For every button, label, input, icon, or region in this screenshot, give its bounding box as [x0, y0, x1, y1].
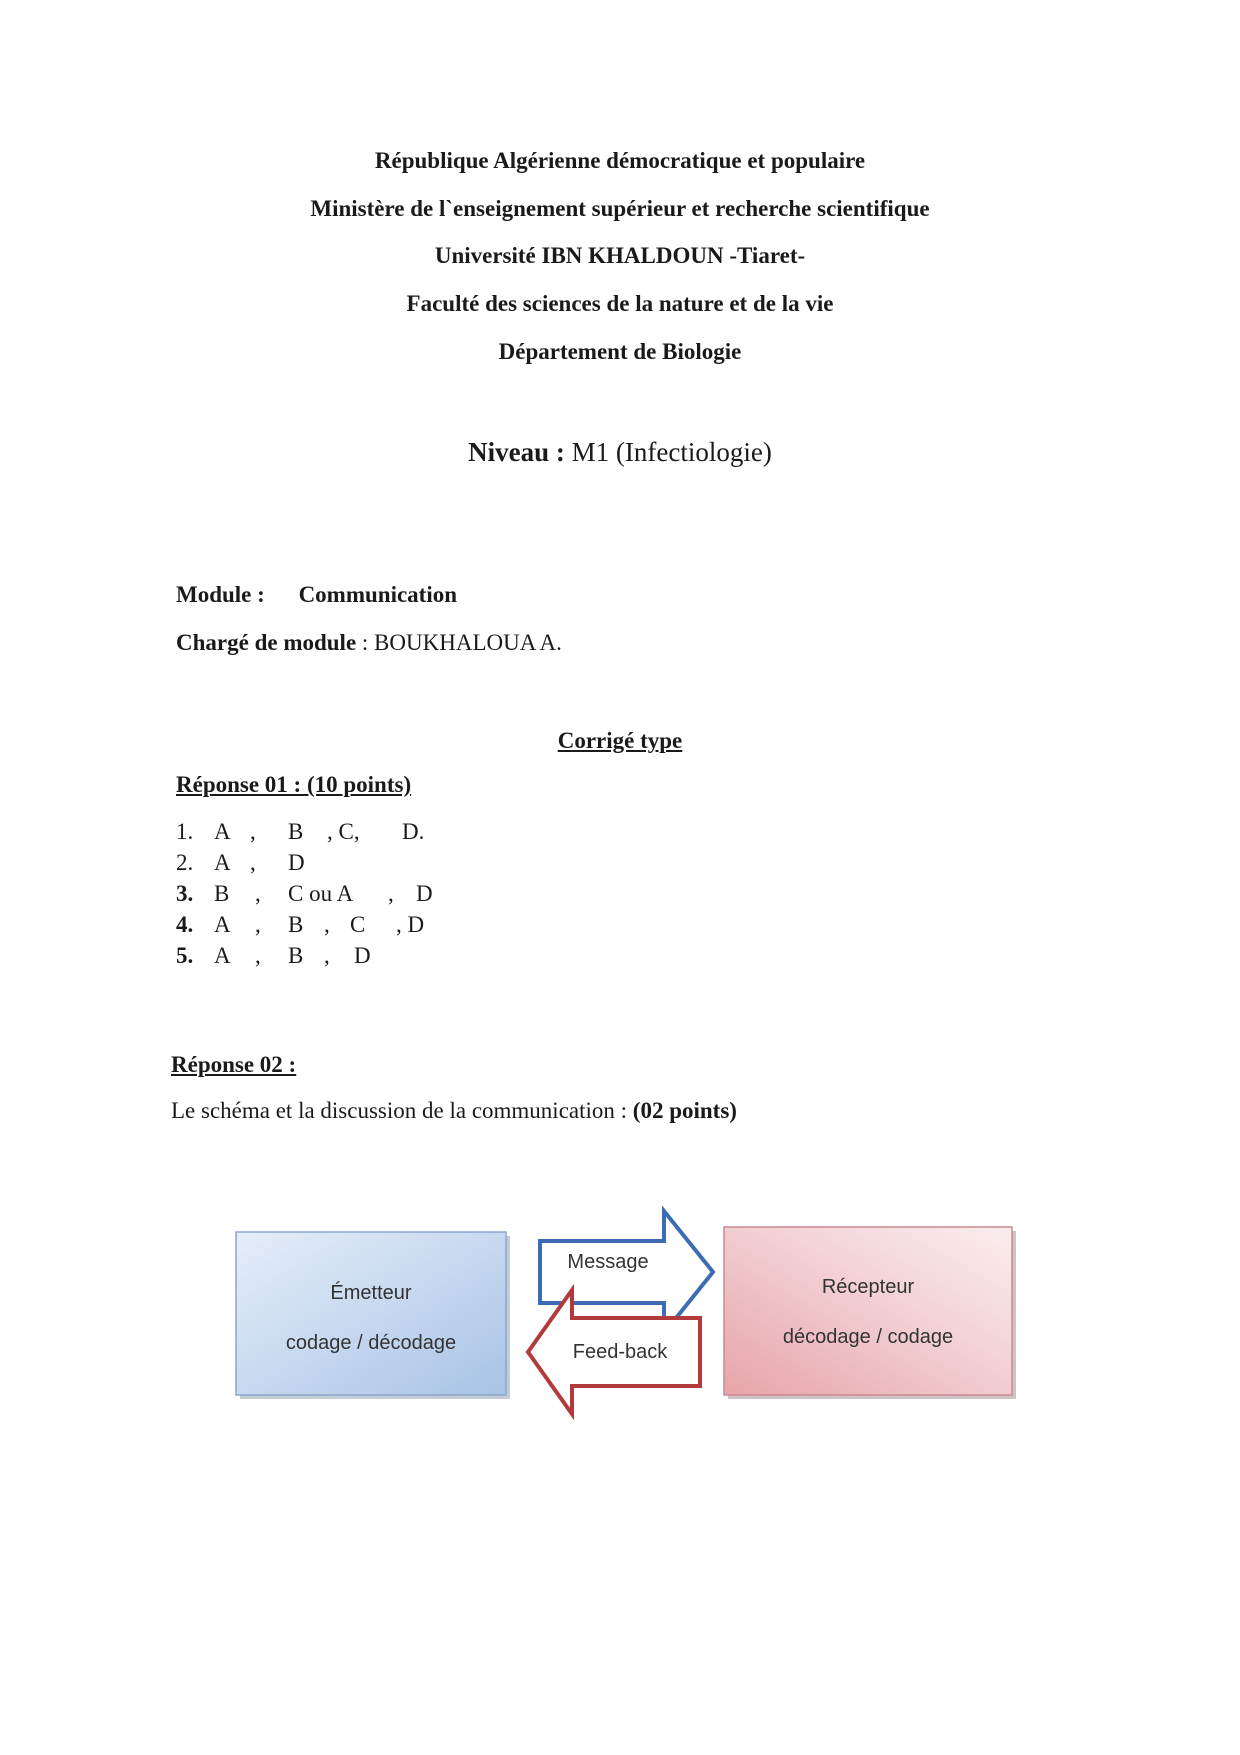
feedback-label: Feed-back	[572, 1341, 668, 1363]
answer-separator: ,	[255, 912, 261, 937]
niveau-line	[0, 437, 1240, 468]
answer-separator: ,	[324, 912, 330, 937]
module-label: Module :	[176, 582, 265, 607]
answer-choice: , D	[396, 912, 425, 937]
answer-choice: A	[214, 850, 231, 875]
recepteur-box	[724, 1227, 1016, 1399]
reponse02-title: Réponse 02 :	[171, 1052, 297, 1077]
answer-choice: C ou A	[288, 881, 354, 906]
header-ministere: Ministère de l`enseignement supérieur et recherche scientifique	[310, 196, 930, 221]
answer-separator: ,	[250, 819, 256, 844]
answer-separator: ,	[324, 943, 330, 968]
header-universite: Université IBN KHALDOUN -Tiaret-	[434, 243, 806, 268]
answer-number: 3.	[176, 881, 194, 906]
answer-choice: D	[354, 943, 371, 968]
charge-label: Chargé de module	[176, 630, 357, 655]
answer-separator: ,	[255, 943, 261, 968]
corrige-title: Corrigé type	[557, 728, 683, 753]
answer-choice: D	[416, 881, 433, 906]
answer-choice: A	[214, 819, 231, 844]
niveau-label: Niveau :	[468, 437, 565, 467]
reponse02-sentence: Le schéma et la discussion de la communication :	[171, 1098, 628, 1123]
answer-number: 5.	[176, 943, 194, 968]
answer-number: 4.	[176, 912, 194, 937]
answer-separator: ,	[255, 881, 261, 906]
communication-diagram	[228, 1200, 1028, 1420]
answer-choice: C	[350, 912, 366, 937]
header-departement: Département de Biologie	[498, 339, 742, 364]
emetteur-subtitle: codage / décodage	[285, 1332, 457, 1354]
niveau-value: M1 (Infectiologie)	[571, 437, 772, 467]
answer-choice: A	[214, 943, 231, 968]
answer-choice: D	[288, 850, 305, 875]
answer-choice: B	[214, 881, 230, 906]
answer-separator: ,	[250, 850, 256, 875]
module-line	[176, 582, 457, 608]
answer-choice: , C,	[327, 819, 360, 844]
answer-choice: B	[288, 912, 304, 937]
recepteur-title: Récepteur	[821, 1276, 915, 1298]
answer-choice: B	[288, 943, 304, 968]
emetteur-title: Émetteur	[330, 1282, 412, 1304]
header-republique: République Algérienne démocratique et populaire	[374, 148, 866, 173]
header-faculte: Faculté des sciences de la nature et de la vie	[406, 291, 834, 316]
answer-choice: B	[288, 819, 304, 844]
charge-line	[176, 630, 562, 656]
answer-separator: ,	[388, 881, 394, 906]
answer-choice: D.	[402, 819, 425, 844]
answer-choice: A	[214, 912, 231, 937]
answer-number: 1.	[176, 819, 194, 844]
answer-number: 2.	[176, 850, 194, 875]
module-value: Communication	[298, 582, 458, 607]
reponse02-points: (02 points)	[632, 1098, 737, 1123]
message-label: Message	[567, 1251, 649, 1273]
reponse02-text	[171, 1098, 737, 1124]
recepteur-subtitle: décodage / codage	[782, 1326, 954, 1348]
charge-value: : BOUKHALOUA A.	[361, 630, 562, 655]
reponse01-title: Réponse 01 : (10 points)	[176, 772, 412, 797]
emetteur-box	[236, 1232, 510, 1399]
